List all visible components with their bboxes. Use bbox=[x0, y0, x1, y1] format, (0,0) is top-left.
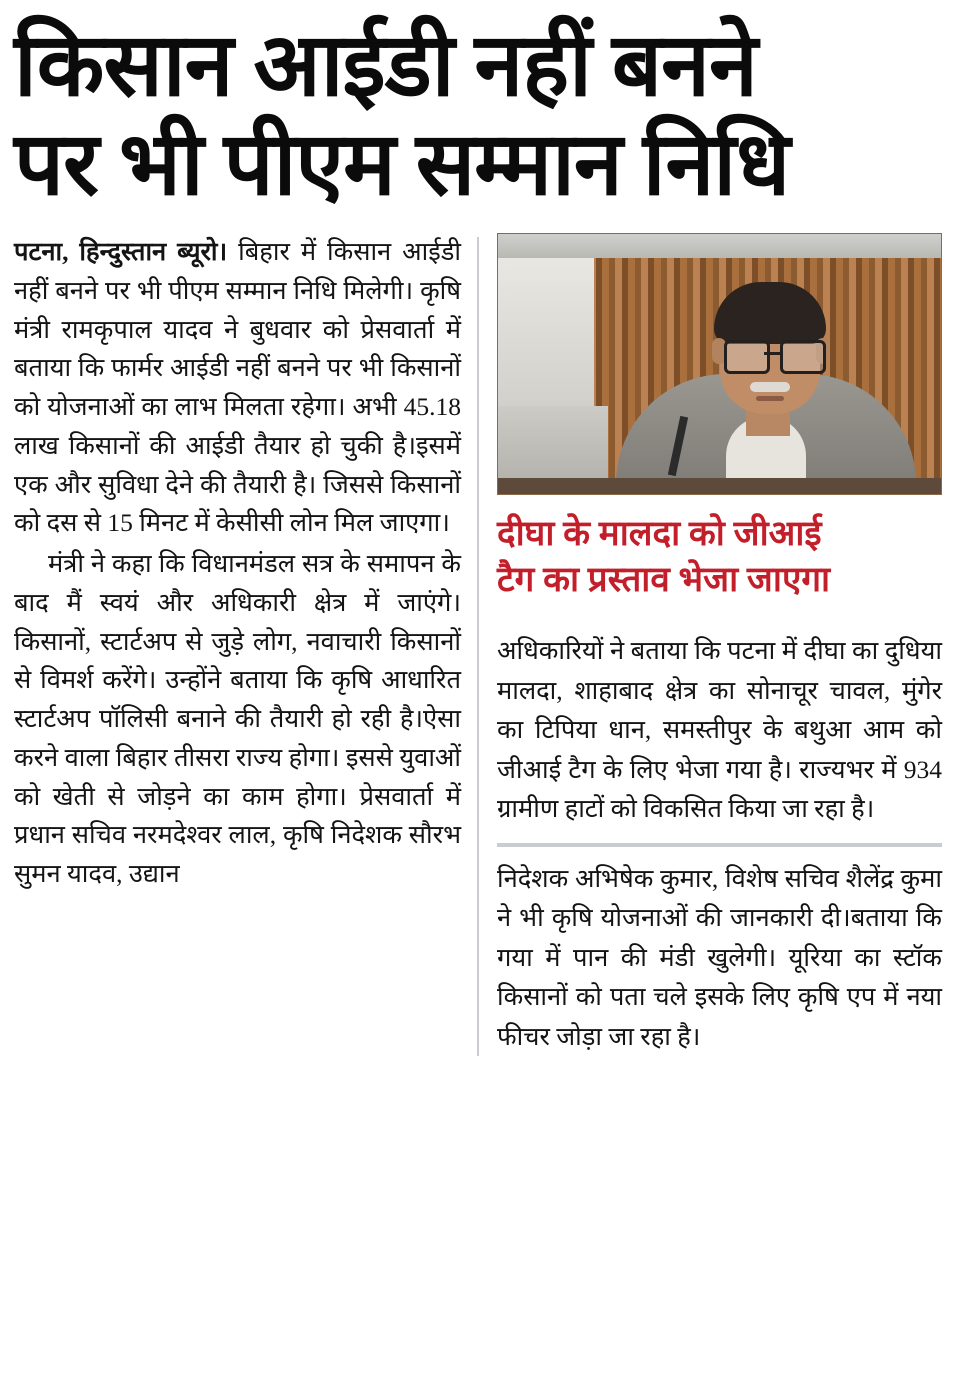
paragraph-1 bbox=[14, 233, 461, 543]
eyeglasses-right-lens bbox=[780, 340, 826, 374]
article-body bbox=[14, 233, 964, 1056]
article-photo bbox=[497, 233, 942, 495]
sub-headline-line-1: दीघा के मालदा को जीआई bbox=[497, 514, 822, 554]
headline-line-2: पर भी पीएम सम्मान निधि bbox=[14, 116, 790, 214]
photo-desk bbox=[498, 478, 941, 494]
page-title bbox=[14, 18, 964, 215]
sub-headline-line-2: टैग का प्रस्ताव भेजा जाएगा bbox=[497, 559, 831, 599]
dateline: पटना, हिन्दुस्तान ब्यूरो। bbox=[14, 237, 228, 267]
eyeglasses-left-lens bbox=[724, 340, 770, 374]
right-column bbox=[479, 233, 942, 1056]
right-column-paragraph-2: निदेशक अभिषेक कुमार, विशेष सचिव शैलेंद्र कुमा ने भी कृषि योजनाओं की जानकारी दी।बताया कि गया में पान की मंडी खुलेगी। यूरिया का स्टॉक किसानों को पता चले इसके लिए कृषि एप में नया फीचर जोड़ा जा रहा है। bbox=[497, 863, 942, 1051]
photo-panel-upper bbox=[498, 258, 594, 408]
headline-line-1: किसान आईडी नहीं बनने bbox=[14, 18, 757, 115]
right-column-paragraph-1: अधिकारियों ने बताया कि पटना में दीघा का दुधिया मालदा, शाहाबाद क्षेत्र का सोनाचूर चावल, मुंगेर का टिपिया धान, समस्तीपुर के बथुआ आम को जीआई टैग के लिए भेजा गया है। राज्यभर में 934 ग्रामीण हाटों को विकसित किया जा रहा है। bbox=[497, 636, 942, 824]
newspaper-page bbox=[0, 18, 978, 1387]
photo-wall-top bbox=[498, 234, 941, 258]
sub-headline bbox=[497, 511, 942, 602]
paragraph-1-text: बिहार में किसान आईडी नहीं बनने पर भी पीएम सम्मान निधि मिलेगी। कृषि मंत्री रामकृपाल यादव ने बुधवार को प्रेसवार्ता में बताया कि फार्मर आईडी नहीं बनने पर भी किसानों को योजनाओं का लाभ मिलता रहेगा। अभी 45.18 लाख किसानों की आईडी तैयार हो चुकी है।इसमें एक और सुविधा देने की तैयारी है। जिससे किसानों को दस से 15 मिनट में केसीसी लोन मिल जाएगा। bbox=[14, 237, 461, 538]
section-rule bbox=[497, 843, 942, 847]
person-moustache bbox=[750, 382, 790, 392]
paragraph-2: मंत्री ने कहा कि विधानमंडल सत्र के समापन के बाद मैं स्वयं और अधिकारी क्षेत्र में जाएंगे। किसानों, स्टार्टअप से जुड़े लोग, नवाचारी किसानों से विमर्श करेंगे। उन्होंने बताया कि कृषि आधारित स्टार्टअप पॉलिसी बनाने की तैयारी हो रही है।ऐसा करने वाला बिहार तीसरा राज्य होगा। इससे युवाओं को खेती से जोड़ने का काम होगा। प्रेसवार्ता में प्रधान सचिव नरमदेश्वर लाल, कृषि निदेशक सौरभ सुमन यादव, उद्यान bbox=[14, 549, 461, 889]
person-mouth bbox=[756, 396, 784, 401]
left-column bbox=[14, 233, 477, 894]
left-column-text bbox=[14, 233, 461, 894]
eyeglasses-bridge bbox=[764, 352, 780, 355]
